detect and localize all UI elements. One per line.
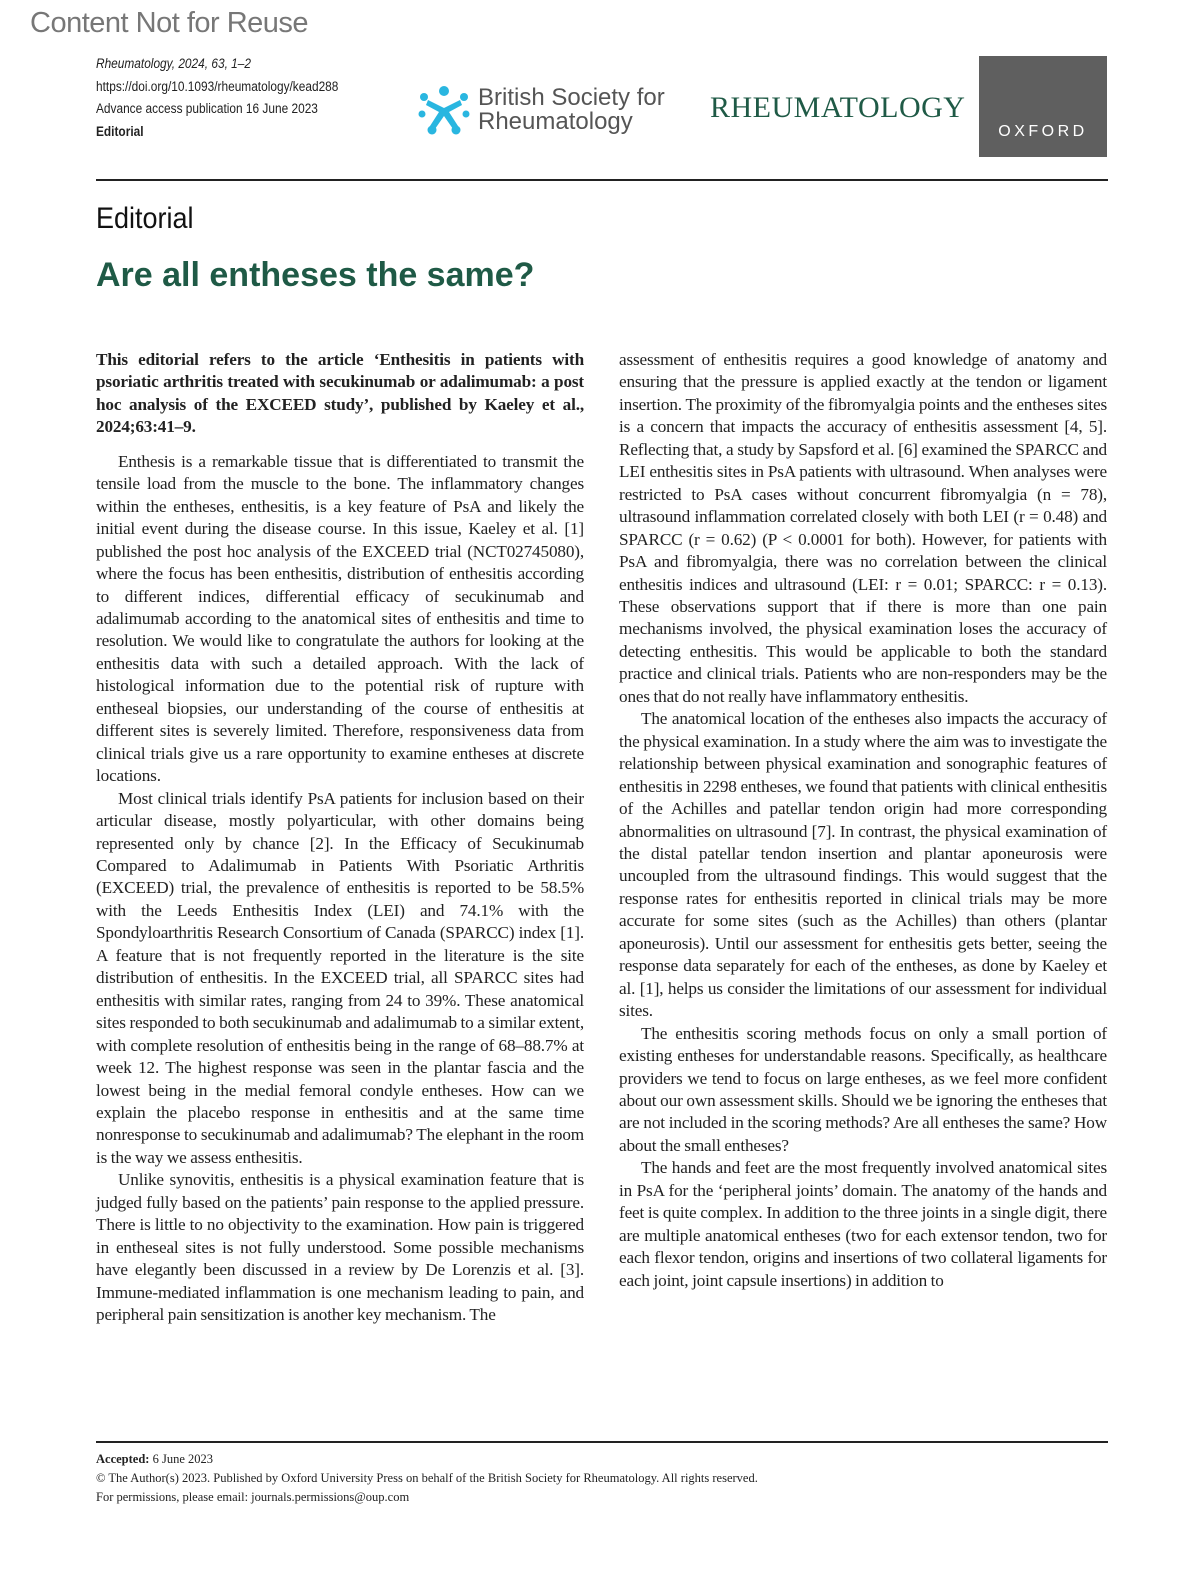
advance-access: Advance access publication 16 June 2023 — [96, 101, 318, 116]
body-paragraph: Enthesis is a remarkable tissue that is differentiated to transmit the tensile load from the muscle to the bone. The inflammatory changes within the entheses, enthesitis, is a key feature of PsA and likely the initial event during the disease course. In this issue, Kaeley et al. [1] published the post hoc analysis of the EXCEED trial (NCT02745080), where the focus has been enthesitis, distribution of enthesitis according to different indices, differential efficacy of secukinumab and adalimumab according to the anatomical sites of enthesitis and time to resolution. We would like to congratulate the authors for looking at the enthesitis data with such a detailed approach. With the lack of histological information due to the potential risk of rupture with entheseal biopsies, our understanding of the course of enthesitis at different sites is severely limited. Therefore, responsiveness data from clinical trials give us a rare opportunity to examine entheses at discrete locations. — [96, 451, 584, 786]
copyright: © The Author(s) 2023. Published by Oxford University Press on behalf of the British Society for Rheumatology. All rights reserved. — [96, 1471, 758, 1485]
permissions: For permissions, please email: journals.permissions@oup.com — [96, 1490, 410, 1504]
body-paragraph: The hands and feet are the most frequently involved anatomical sites in PsA for the ‘peripheral joints’ domain. The anatomy of the hands and feet is quite complex. In addition to the three joints in a single digit, there are multiple anatomical entheses (two for each extensor tendon, two for each flexor tendon, origins and insertions of two collateral ligaments for each joint, joint capsule insertions) in addition to — [619, 1158, 1107, 1290]
society-name-line2: Rheumatology — [478, 108, 633, 135]
footer-divider — [96, 1441, 1108, 1443]
society-name-line1: British Society for — [478, 84, 665, 111]
doi-link[interactable]: https://doi.org/10.1093/rheumatology/kead288 — [96, 78, 339, 94]
lead-paragraph: This editorial refers to the article ‘Enthesitis in patients with psoriatic arthritis treated with secukinumab or adalimumab: a post hoc analysis of the EXCEED study’, published by Kaeley et al., 2024;63:41–9. — [96, 350, 584, 437]
body-paragraph: The anatomical location of the entheses also impacts the accuracy of the physical examination. In a study where the aim was to investigate the relationship between physical examination and sonographic features of enthesitis in 2298 entheses, we found that patients with clinical enthesitis of the Achilles and patellar tendon origin had more corresponding abnormalities on ultrasound [7]. In contrast, the physical examination of the distal patellar tendon insertion and plantar aponeurosis were uncoupled from the ultrasound findings. This would suggest that the response rates for enthesitis reported in clinical trials may be more accurate for some sites (such as the Achilles) than others (plantar aponeurosis). Until our assessment for enthesitis gets better, seeing the response data separately for each of the entheses, as done by Kaeley et al. [1], helps us consider the limitations of our assessment for individual sites. — [619, 709, 1107, 1021]
article-type: Editorial — [96, 123, 144, 139]
publisher-name: OXFORD — [998, 123, 1088, 140]
body-paragraph: Most clinical trials identify PsA patients for inclusion based on their articular disease, mostly polyarticular, with other domains being represented only by chance [2]. In the Efficacy of Secukinumab Compared to Adalimumab in Patients With Psoriatic Arthritis (EXCEED) trial, the prevalence of enthesitis is reported to be 58.5% with the Leeds Enthesitis Index (LEI) and 74.1% with the Spondyloarthritis Research Consortium of Canada (SPARCC) index [1]. A feature that is not frequently reported in the literature is the site distribution of enthesitis. In the EXCEED trial, all SPARCC sites had enthesitis with similar rates, ranging from 24 to 39%. These anatomical sites responded to both secukinumab and adalimumab to a similar extent, with complete resolution of enthesitis being in the range of 68–88.7% at week 12. The highest response was seen in the plantar fascia and the lowest being in the medial femoral condyle entheses. How can we explain the placebo response in enthesitis and at the same time nonresponse to secukinumab and adalimumab? The elephant in the room is the way we assess enthesitis. — [96, 788, 584, 1167]
article-type-heading: Editorial — [96, 202, 194, 235]
citation: Rheumatology, 2024, 63, 1–2 — [96, 56, 252, 71]
accepted-date: 6 June 2023 — [152, 1452, 213, 1466]
publisher-logo — [979, 56, 1107, 157]
left-column — [96, 349, 584, 1326]
society-logo — [418, 84, 665, 136]
accepted-label: Accepted: — [96, 1452, 150, 1466]
body-paragraph: Unlike synovitis, enthesitis is a physical examination feature that is judged fully based on the patients’ pain response to the applied pressure. There is little to no objectivity to the examination. How pain is triggered in entheseal sites is not fully understood. Some possible mechanisms have elegantly been discussed in a review by De Lorenzis et al. [3]. Immune-mediated inflammation is one mechanism leading to pain, and peripheral pain sensitization is another key mechanism. The — [96, 1170, 584, 1325]
right-column — [619, 349, 1107, 1292]
body-paragraph: assessment of enthesitis requires a good knowledge of anatomy and ensuring that the pressure is applied exactly at the tendon or ligament insertion. The proximity of the fibromyalgia points and the entheses sites is a concern that impacts the accuracy of enthesitis assessment [4, 5]. Reflecting that, a study by Sapsford et al. [6] examined the SPARCC and LEI enthesitis sites in PsA patients with ultrasound. When analyses were restricted to PsA cases without concurrent fibromyalgia (n = 78), ultrasound inflammation correlated closely with both LEI (r = 0.48) and SPARCC (r = 0.62) (P < 0.0001 for both). However, for patients with PsA and fibromyalgia, there was no correlation between the clinical enthesitis indices and ultrasound (LEI: r = 0.01; SPARCC: r = 0.13). These observations support that if there is more than one pain mechanisms involved, the physical examination loses the accuracy of detecting enthesitis. This would be applicable to both the standard practice and clinical trials. Patients who are non-responders may be the ones that do not really have inflammatory enthesitis. — [619, 350, 1107, 706]
article-meta — [96, 53, 338, 143]
body-paragraph: The enthesitis scoring methods focus on only a small portion of existing entheses for understandable reasons. Specifically, as healthcare providers we tend to focus on large entheses, as we feel more confident about our own assessment skills. Should we be ignoring the entheses that are not included in the scoring methods? Are all entheses the same? How about the small entheses? — [619, 1023, 1107, 1155]
journal-logo: RHEUMATOLOGY — [710, 91, 966, 124]
article-title: Are all entheses the same? — [96, 256, 535, 294]
society-logo-icon — [418, 84, 470, 136]
header-divider — [96, 179, 1108, 181]
footer — [96, 1450, 758, 1507]
watermark: Content Not for Reuse — [30, 7, 309, 39]
